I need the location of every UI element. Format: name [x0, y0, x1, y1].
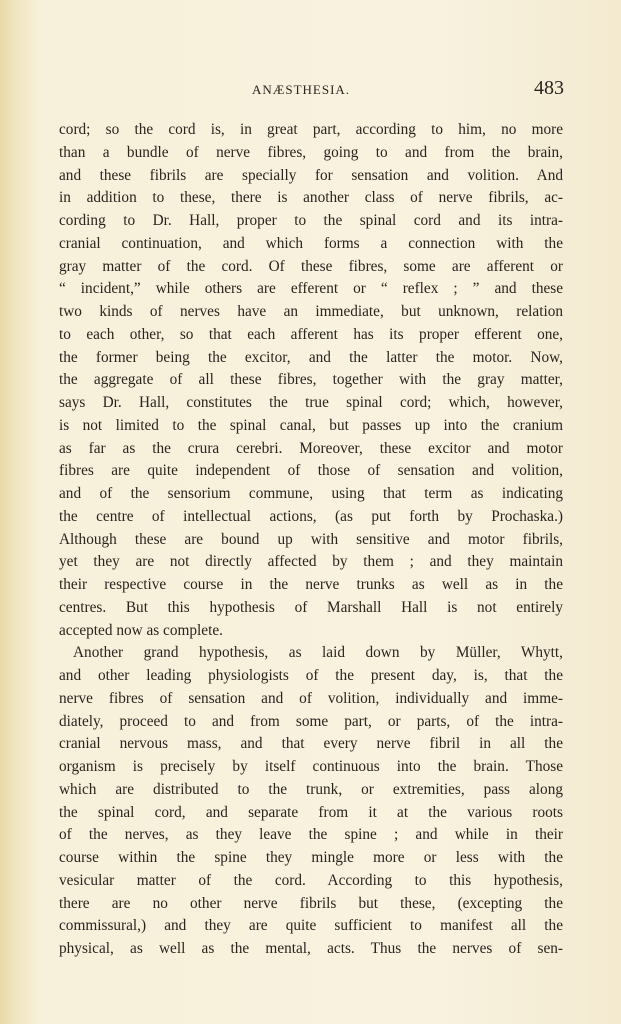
- body-text: [59, 119, 563, 961]
- text-line: the aggregate of all these fibres, together with the gray matter,: [59, 371, 563, 389]
- text-line: yet they are not directly affected by them ; and they maintain: [59, 553, 563, 571]
- text-line: in addition to these, there is another class of nerve fibrils, ac-: [59, 189, 563, 207]
- text-line: cording to Dr. Hall, proper to the spinal cord and its intra-: [59, 212, 563, 229]
- text-line: cord; so the cord is, in great part, according to him, no more: [59, 121, 563, 138]
- text-line: which are distributed to the trunk, or extremities, pass along: [59, 780, 563, 798]
- text-line: physical, as well as the mental, acts. Thus the nerves of sen-: [59, 940, 563, 957]
- text-line: there are no other nerve fibrils but these, (excepting the: [59, 894, 563, 912]
- text-line: the centre of intellectual actions, (as put forth by Prochaska.): [59, 507, 563, 525]
- text-line: centres. But this hypothesis of Marshall Hall is not entirely: [59, 598, 563, 616]
- text-line: and these fibrils are specially for sensation and volition. And: [59, 166, 563, 184]
- text-line: fibres are quite independent of those of sensation and volition,: [59, 462, 563, 480]
- text-line: Although these are bound up with sensitive and motor fibrils,: [59, 530, 563, 548]
- text-line: nerve fibres of sensation and of volition, individually and imme-: [59, 689, 563, 707]
- text-line: of the nerves, as they leave the spine ; and while in their: [59, 826, 563, 844]
- text-line: cranial nervous mass, and that every nerve fibril in all the: [59, 735, 563, 753]
- text-line: “ incident,” while others are efferent or “ reflex ; ” and these: [59, 280, 563, 298]
- text-line: commissural,) and they are quite sufficient to manifest all the: [59, 917, 563, 935]
- text-line: as far as the crura cerebri. Moreover, these excitor and motor: [59, 439, 563, 457]
- text-line: cranial continuation, and which forms a connection with the: [59, 234, 563, 252]
- text-line: says Dr. Hall, constitutes the true spinal cord; which, however,: [59, 394, 563, 411]
- text-line: Another grand hypothesis, as laid down by Müller, Whytt,: [73, 644, 563, 662]
- text-line: their respective course in the nerve trunks as well as in the: [59, 576, 563, 593]
- text-line: diately, proceed to and from some part, or parts, of the intra-: [59, 712, 563, 730]
- text-line: and of the sensorium commune, using that term as indicating: [59, 485, 563, 502]
- page-header: [60, 77, 564, 102]
- text-line: to each other, so that each afferent has its proper efferent one,: [59, 325, 563, 343]
- text-line: organism is precisely by itself continuous into the brain. Those: [59, 758, 563, 775]
- running-title: ANÆSTHESIA.: [252, 82, 351, 97]
- text-line: the former being the excitor, and the latter the motor. Now,: [59, 348, 563, 366]
- text-line: course within the spine they mingle more or less with the: [59, 849, 563, 866]
- page-number: 483: [534, 77, 564, 99]
- text-line: than a bundle of nerve fibres, going to and from the brain,: [59, 143, 563, 161]
- text-line: vesicular matter of the cord. According to this hypothesis,: [59, 871, 563, 889]
- text-line: the spinal cord, and separate from it at the various roots: [59, 803, 563, 821]
- text-line: is not limited to the spinal canal, but passes up into the cranium: [59, 416, 563, 434]
- text-line: and other leading physiologists of the present day, is, that the: [59, 667, 563, 684]
- text-line: gray matter of the cord. Of these fibres, some are afferent or: [59, 257, 563, 275]
- text-line: accepted now as complete.: [59, 621, 223, 639]
- text-line: two kinds of nerves have an immediate, but unknown, relation: [59, 303, 563, 320]
